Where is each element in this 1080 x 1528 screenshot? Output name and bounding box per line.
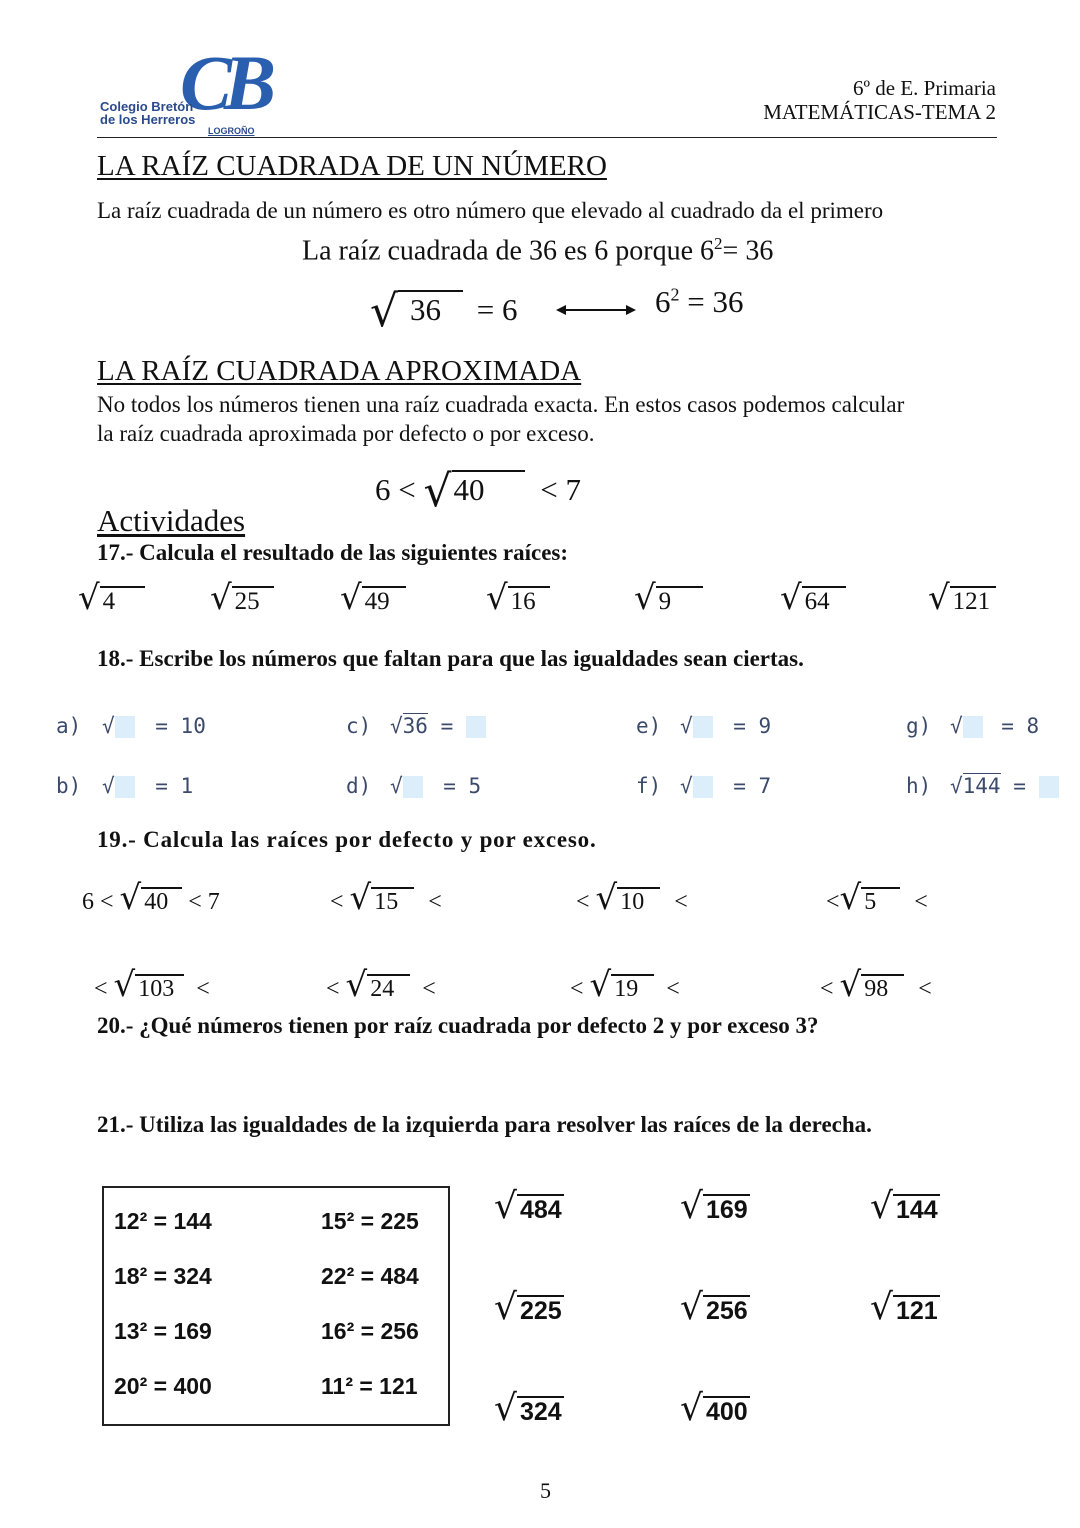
radical-sign-icon: √	[839, 878, 862, 918]
radical-sign-icon: √	[870, 1287, 893, 1328]
radical-sign-icon: √	[349, 878, 372, 918]
q17-radicand-2: 25	[232, 586, 274, 616]
q18-letter-g: g)	[906, 714, 932, 738]
equality-5: 13² = 169	[114, 1318, 212, 1344]
radical-sign-icon: √	[679, 714, 693, 738]
header-subject: MATEMÁTICAS-TEMA 2	[763, 100, 996, 124]
q21-root-7	[494, 1388, 564, 1429]
q19-left-1: 6 <	[82, 889, 114, 915]
q19-right-7: <	[666, 976, 680, 1002]
q18-blank-c[interactable]	[466, 716, 486, 738]
equalities-box	[102, 1186, 450, 1426]
formula-result: = 6	[476, 292, 518, 327]
radical-sign-icon: √	[494, 1388, 517, 1429]
example-sentence-post: = 36	[722, 235, 774, 267]
q21-root-1	[494, 1186, 564, 1227]
q19-right-5: <	[196, 976, 210, 1002]
q19-left-8: <	[820, 976, 834, 1002]
radical-sign-icon: √	[389, 714, 403, 738]
school-name-line1: Colegio Bretón	[100, 99, 194, 114]
q18-item-f	[636, 774, 771, 798]
approx-right: < 7	[540, 472, 582, 507]
q18-result-a: = 10	[155, 714, 206, 738]
equality-7: 20² = 400	[114, 1373, 212, 1399]
question-20: 20.- ¿Qué números tienen por raíz cuadrada por defecto 2 y por exceso 3?	[97, 1013, 819, 1038]
q18-radicand-h: 144	[962, 774, 1001, 798]
q17-root-3	[340, 578, 406, 618]
q18-letter-e: e)	[636, 714, 662, 738]
radical-sign-icon: √	[101, 714, 115, 738]
q18-result-c: =	[440, 714, 454, 738]
q18-item-c	[346, 714, 486, 738]
section-title-square-root: LA RAÍZ CUADRADA DE UN NÚMERO	[97, 150, 607, 182]
radical-sign-icon: √	[345, 965, 368, 1005]
q18-blank-d[interactable]	[403, 776, 423, 798]
q21-root-2	[680, 1186, 750, 1227]
radical-sign-icon: √	[680, 1287, 703, 1328]
q19-radicand-2: 15	[371, 887, 414, 916]
radical-sign-icon: √	[389, 774, 403, 798]
q18-letter-a: a)	[56, 714, 82, 738]
double-arrow-icon	[556, 303, 636, 317]
q19-item-5	[94, 965, 210, 1005]
question-17: 17.- Calcula el resultado de las siguientes raíces:	[97, 540, 569, 565]
page-number: 5	[540, 1478, 551, 1503]
q17-radicand-1: 4	[100, 586, 146, 616]
q19-item-4	[826, 878, 928, 918]
q18-letter-f: f)	[636, 774, 662, 798]
radical-sign-icon: √	[370, 286, 399, 337]
q19-item-7	[570, 965, 680, 1005]
radical-sign-icon: √	[210, 578, 232, 618]
q18-blank-f[interactable]	[693, 776, 713, 798]
radical-sign-icon: √	[680, 1388, 703, 1429]
q19-item-1	[82, 878, 220, 918]
q18-radicand-c: 36	[402, 714, 428, 738]
q19-left-5: <	[94, 976, 108, 1002]
q18-letter-h: h)	[906, 774, 932, 798]
q19-radicand-3: 10	[617, 887, 660, 916]
approx-inequality	[375, 460, 582, 517]
q17-root-5	[634, 578, 703, 618]
formula-row	[370, 280, 518, 337]
q18-item-a	[56, 714, 206, 738]
equality-6: 16² = 256	[321, 1318, 419, 1344]
approx-text-line2: la raíz cuadrada aproximada por defecto o por exceso.	[97, 421, 595, 446]
radical-sign-icon: √	[101, 774, 115, 798]
q18-letter-c: c)	[346, 714, 372, 738]
q17-radicand-3: 49	[362, 586, 406, 616]
q18-result-e: = 9	[733, 714, 772, 738]
q19-item-6	[326, 965, 436, 1005]
example-sentence	[302, 234, 773, 267]
q18-blank-g[interactable]	[963, 716, 983, 738]
equality-1: 12² = 144	[114, 1208, 212, 1234]
header-grade: 6º de E. Primaria	[853, 76, 996, 100]
school-logo-mark: CB	[180, 39, 269, 126]
radical-sign-icon: √	[595, 878, 618, 918]
q19-left-2: <	[330, 889, 344, 915]
q18-result-f: = 7	[733, 774, 772, 798]
radical-sign-icon: √	[78, 578, 100, 618]
q19-radicand-4: 5	[861, 887, 900, 916]
example-exponent: 2	[714, 234, 723, 253]
equality-4: 22² = 484	[321, 1263, 419, 1289]
q19-radicand-1: 40	[141, 887, 182, 916]
q21-root-8	[680, 1388, 750, 1429]
q19-left-4: <	[826, 889, 840, 915]
school-name-line2: de los Herreros	[100, 112, 196, 127]
q21-root-4	[494, 1287, 564, 1328]
radical-sign-icon: √	[839, 965, 862, 1005]
equality-2: 15² = 225	[321, 1208, 419, 1234]
q18-blank-h[interactable]	[1039, 776, 1059, 798]
equality-3: 18² = 324	[114, 1263, 212, 1289]
header-divider	[97, 137, 997, 138]
q17-root-7	[928, 578, 996, 618]
radical-sign-icon: √	[780, 578, 802, 618]
q19-radicand-5: 103	[135, 974, 184, 1003]
radical-sign-icon: √	[589, 965, 612, 1005]
q19-item-8	[820, 965, 932, 1005]
question-18: 18.- Escribe los números que faltan para que las igualdades sean ciertas.	[97, 646, 804, 671]
radical-sign-icon: √	[928, 578, 950, 618]
q18-item-b	[56, 774, 193, 798]
formula-exponent: 2	[670, 284, 680, 305]
approx-left: 6 <	[375, 472, 416, 507]
q21-radicand-5: 256	[703, 1295, 750, 1326]
q21-radicand-4: 225	[517, 1295, 564, 1326]
q18-item-d	[346, 774, 481, 798]
formula-rhs: = 36	[687, 284, 744, 319]
q17-radicand-6: 64	[802, 586, 846, 616]
q19-left-6: <	[326, 976, 340, 1002]
q21-radicand-2: 169	[703, 1194, 750, 1225]
radical-sign-icon: √	[870, 1186, 893, 1227]
q19-right-2: <	[428, 889, 442, 915]
q21-root-6	[870, 1287, 940, 1328]
q19-right-8: <	[918, 976, 932, 1002]
q18-blank-e[interactable]	[693, 716, 713, 738]
q18-result-h: =	[1013, 774, 1026, 798]
formula-radicand: 36	[398, 290, 463, 328]
question-21: 21.- Utiliza las igualdades de la izquierda para resolver las raíces de la derecha.	[97, 1112, 872, 1137]
q19-item-2	[330, 878, 442, 918]
q18-item-g	[906, 714, 1039, 738]
radical-sign-icon: √	[486, 578, 508, 618]
q18-result-b: = 1	[155, 774, 194, 798]
radical-sign-icon: √	[949, 774, 963, 798]
q19-radicand-8: 98	[861, 974, 904, 1003]
q18-item-e	[636, 714, 771, 738]
q18-result-d: = 5	[443, 774, 482, 798]
activities-title: Actividades	[97, 503, 246, 538]
q17-radicand-7: 121	[950, 586, 997, 616]
q21-root-5	[680, 1287, 750, 1328]
approx-text-line1: No todos los números tienen una raíz cuadrada exacta. En estos casos podemos calcular	[97, 392, 905, 417]
formula-base: 6	[655, 284, 671, 319]
q19-right-3: <	[674, 889, 688, 915]
q18-item-h	[906, 774, 1059, 798]
formula-power	[655, 284, 743, 320]
example-sentence-pre: La raíz cuadrada de 36 es 6 porque 6	[302, 235, 715, 267]
q18-blank-b[interactable]	[115, 776, 135, 798]
approx-radicand: 40	[452, 470, 525, 508]
section-title-approx-root: LA RAÍZ CUADRADA APROXIMADA	[97, 355, 582, 387]
q21-root-3	[870, 1186, 940, 1227]
radical-sign-icon: √	[634, 578, 656, 618]
q17-root-4	[486, 578, 550, 618]
q18-result-g: = 8	[1001, 714, 1040, 738]
q18-letter-b: b)	[56, 774, 82, 798]
q19-radicand-7: 19	[611, 974, 654, 1003]
q18-blank-a[interactable]	[115, 716, 135, 738]
radical-sign-icon: √	[494, 1287, 517, 1328]
q19-left-3: <	[576, 889, 590, 915]
q21-radicand-7: 324	[517, 1396, 564, 1427]
definition-text: La raíz cuadrada de un número es otro número que elevado al cuadrado da el primero	[97, 198, 884, 223]
radical-sign-icon: √	[423, 466, 452, 517]
question-19: 19.- Calcula las raíces por defecto y por exceso.	[97, 827, 597, 852]
q21-radicand-3: 144	[893, 1194, 940, 1225]
q19-radicand-6: 24	[367, 974, 410, 1003]
radical-sign-icon: √	[679, 774, 693, 798]
q19-item-3	[576, 878, 688, 918]
equality-8: 11² = 121	[321, 1373, 418, 1399]
radical-sign-icon: √	[113, 965, 136, 1005]
radical-sign-icon: √	[494, 1186, 517, 1227]
q19-right-1: < 7	[188, 889, 220, 915]
q17-radicand-5: 9	[656, 586, 704, 616]
q17-root-6	[780, 578, 846, 618]
radical-sign-icon: √	[340, 578, 362, 618]
q21-radicand-6: 121	[893, 1295, 940, 1326]
q19-left-7: <	[570, 976, 584, 1002]
radical-sign-icon: √	[119, 878, 142, 918]
q17-root-1	[78, 578, 145, 618]
q17-root-2	[210, 578, 274, 618]
radical-sign-icon: √	[680, 1186, 703, 1227]
q18-letter-d: d)	[346, 774, 372, 798]
radical-sign-icon: √	[949, 714, 963, 738]
q21-radicand-8: 400	[703, 1396, 750, 1427]
q21-radicand-1: 484	[517, 1194, 564, 1225]
q19-right-6: <	[422, 976, 436, 1002]
q19-right-4: <	[914, 889, 928, 915]
school-city: LOGROÑO	[208, 126, 255, 136]
q17-radicand-4: 16	[508, 586, 550, 616]
